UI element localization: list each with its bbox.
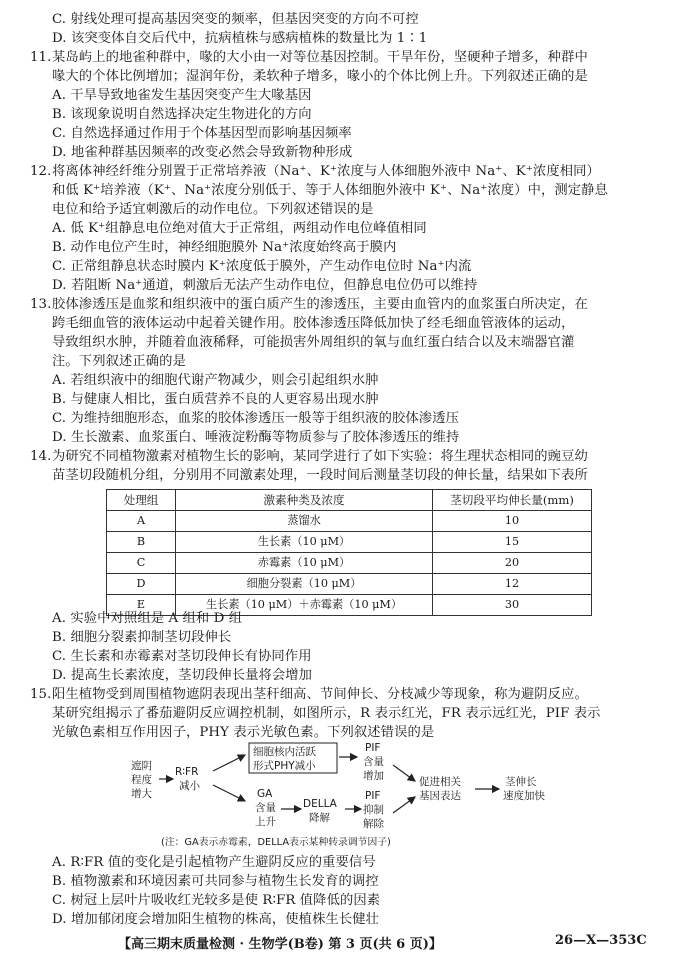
diagram-phy-2: 形式PHY减小 [253,760,316,772]
question-12-number: 12. [30,164,52,179]
q14-option-d: D. 提高生长素浓度，茎切段伸长量将会增加 [52,668,313,683]
diagram-pif-up-1: PIF [365,742,381,754]
table-cell: 15 [433,532,592,553]
table-cell: 赤霉素（10 μM） [176,553,433,574]
arrow [213,785,245,801]
page-footer-title: 【高三期末质量检测 · 生物学(B卷) 第 3 页(共 6 页)】 [118,937,442,952]
arrow [213,755,245,771]
q14-option-c: C. 生长素和赤霉素对茎切段伸长有协同作用 [52,649,312,664]
hormone-table [106,489,592,616]
diagram-result-2: 速度加快 [503,790,545,802]
q14-stem-text-2: 苗茎切段随机分组，分别用不同激素处理，一段时间后测量茎切段的伸长量，结果如下表所 [52,468,588,483]
diagram-della-1: DELLA [303,798,337,810]
diagram-note: (注：GA表示赤霉素，DELLA表示某种转录调节因子) [161,837,391,848]
question-15-number: 15. [30,687,52,702]
question-13-stem-1 [30,295,588,314]
diagram-start-3: 增大 [131,788,152,800]
q15-option-a: A. R∶FR 值的变化是引起植物产生避阴反应的重要信号 [52,855,376,870]
diagram-ga-3: 上升 [255,816,276,828]
option-d-prev: D. 该突变体自交后代中，抗病植株与感病植株的数量比为 1∶1 [52,31,428,46]
diagram-della-2: 降解 [309,812,330,824]
q14-option-b: B. 细胞分裂素抑制茎切段伸长 [52,630,232,645]
q11-option-a: A. 干旱导致地雀发生基因突变产生大喙基因 [52,88,312,103]
table-row [107,553,592,574]
q13-stem-text-2: 跨毛细血管的液体运动中起着关键作用。胶体渗透压降低加快了经毛细血管液体的运动， [52,316,575,331]
table-cell: C [107,553,176,574]
option-c-prev: C. 射线处理可提高基因突变的频率，但基因突变的方向不可控 [52,12,419,27]
q15-option-b: B. 植物激素和环境因素可共同参与植物生长发育的调控 [52,874,379,889]
table-cell: 20 [433,553,592,574]
q11-option-c: C. 自然选择通过作用于个体基因型而影响基因频率 [52,126,352,141]
question-13-number: 13. [30,297,52,312]
q11-option-d: D. 地雀种群基因频率的改变必然会导致新物种形成 [52,145,353,160]
table-cell: 蒸馏水 [176,511,433,532]
q15-option-c: C. 树冠上层叶片吸收红光较多是使 R∶FR 值降低的因素 [52,893,381,908]
table-cell: 生长素（10 μM） [176,532,433,553]
table-header-row [107,490,592,511]
question-12-stem-1 [30,162,600,181]
table-cell: B [107,532,176,553]
diagram-result-1: 茎伸长 [505,776,537,788]
table-cell: 生长素（10 μM）＋赤霉素（10 μM） [176,595,433,616]
q13-stem-text-4: 注。下列叙述正确的是 [52,354,186,369]
q11-stem-text-1: 某岛屿上的地雀种群中，喙的大小由一对等位基因控制。干旱年份，坚硬种子增多，种群中 [52,50,588,65]
q13-option-a: A. 若组织液中的细胞代谢产物减少，则会引起组织水肿 [52,373,379,388]
diagram-pif-rel-3: 解除 [363,818,384,830]
question-14-stem-1 [30,447,588,466]
diagram-gene-1: 促进相关 [419,776,461,788]
table-cell: 细胞分裂素（10 μM） [176,574,433,595]
q12-stem-text-2: 和低 K⁺培养液（K⁺、Na⁺浓度分别低于、等于人体细胞外液中 K⁺、Na⁺浓度）中，测定静息 [52,183,608,198]
q12-stem-text-1: 将离体神经纤维分别置于正常培养液（Na⁺、K⁺浓度与人体细胞外液中 Na⁺、K⁺浓度相同） [52,164,600,179]
table-cell: 12 [433,574,592,595]
diagram-start-2: 程度 [131,774,152,786]
diagram-pif-up-2: 含量 [363,756,384,768]
q11-stem-text-2: 喙大的个体比例增加；湿润年份，柔软种子增多，喙小的个体比例上升。下列叙述正确的是 [52,69,588,84]
question-14-number: 14. [30,449,52,464]
question-11-number: 11. [30,50,52,65]
table-cell: D [107,574,176,595]
arrow [393,765,415,781]
table-row [107,511,592,532]
q15-stem-text-3: 光敏色素相互作用因子，PHY 表示光敏色素。下列叙述错误的是 [52,725,435,740]
diagram-pif-rel-2: 抑制 [363,804,384,816]
diagram-start-1: 遮阴 [131,760,152,772]
arrow [393,797,415,813]
q13-option-b: B. 与健康人相比，蛋白质营养不良的人更容易出现水肿 [52,392,379,407]
q12-stem-text-3: 电位和给予适宜刺激后的动作电位。下列叙述错误的是 [52,202,374,217]
table-header: 激素种类及浓度 [176,490,433,511]
q14-stem-text-1: 为研究不同植物激素对植物生长的影响，某同学进行了如下实验：将生理状态相同的豌豆幼 [52,449,588,464]
q12-option-d: D. 若阻断 Na⁺通道，刺激后无法产生动作电位，但静息电位仍可以维持 [52,278,478,293]
q13-option-d: D. 生长激素、血浆蛋白、唾液淀粉酶等物质参与了胶体渗透压的维持 [52,430,460,445]
table-cell: E [107,595,176,616]
table-header: 处理组 [107,490,176,511]
diagram-ga-2: 含量 [255,802,276,814]
q15-option-d: D. 增加郁闭度会增加阳生植物的株高，使植株生长健壮 [52,912,380,927]
q14-option-a: A. 实验中对照组是 A 组和 D 组 [52,611,243,626]
q13-stem-text-1: 胶体渗透压是血浆和组织液中的蛋白质产生的渗透压，主要由血管内的血浆蛋白所决定，在 [52,297,588,312]
q12-option-c: C. 正常组静息状态时膜内 K⁺浓度低于膜外，产生动作电位时 Na⁺内流 [52,259,472,274]
diagram-gene-2: 基因表达 [419,790,461,802]
page-footer-code: 26—X—353C [555,933,647,948]
table-row [107,532,592,553]
question-15-stem-1 [30,685,588,704]
q12-option-a: A. 低 K⁺组静息电位绝对值大于正常组，两组动作电位峰值相同 [52,221,427,236]
q15-stem-text-1: 阳生植物受到周围植物遮阴表现出茎秆细高、节间伸长、分枝减少等现象，称为避阴反应。 [52,687,588,702]
table-cell: 10 [433,511,592,532]
shade-avoidance-diagram [125,741,555,851]
diagram-ratio-1: R∶FR [175,766,199,778]
diagram-ratio-2: 减小 [179,780,200,792]
diagram-phy-1: 细胞核内活跃 [253,746,316,758]
q11-option-b: B. 该现象说明自然选择决定生物进化的方向 [52,107,312,122]
table-cell: 30 [433,595,592,616]
q15-stem-text-2: 某研究组揭示了番茄避阴反应调控机制，如图所示，R 表示红光，FR 表示远红光，PIF 表示 [52,706,601,721]
q13-stem-text-3: 导致组织水肿，并随着血液稀释，可能损害外周组织的氧与血红蛋白结合以及末端器官灌 [52,335,575,350]
table-cell: A [107,511,176,532]
diagram-ga-1: GA [257,788,273,800]
diagram-pif-up-3: 增加 [363,770,384,782]
table-header: 茎切段平均伸长量(mm) [433,490,592,511]
table-row [107,574,592,595]
diagram-pif-rel-1: PIF [365,790,381,802]
q13-option-c: C. 为维持细胞形态，血浆的胶体渗透压一般等于组织液的胶体渗透压 [52,411,459,426]
q12-option-b: B. 动作电位产生时，神经细胞膜外 Na⁺浓度始终高于膜内 [52,240,397,255]
question-11-stem-1 [30,48,588,67]
